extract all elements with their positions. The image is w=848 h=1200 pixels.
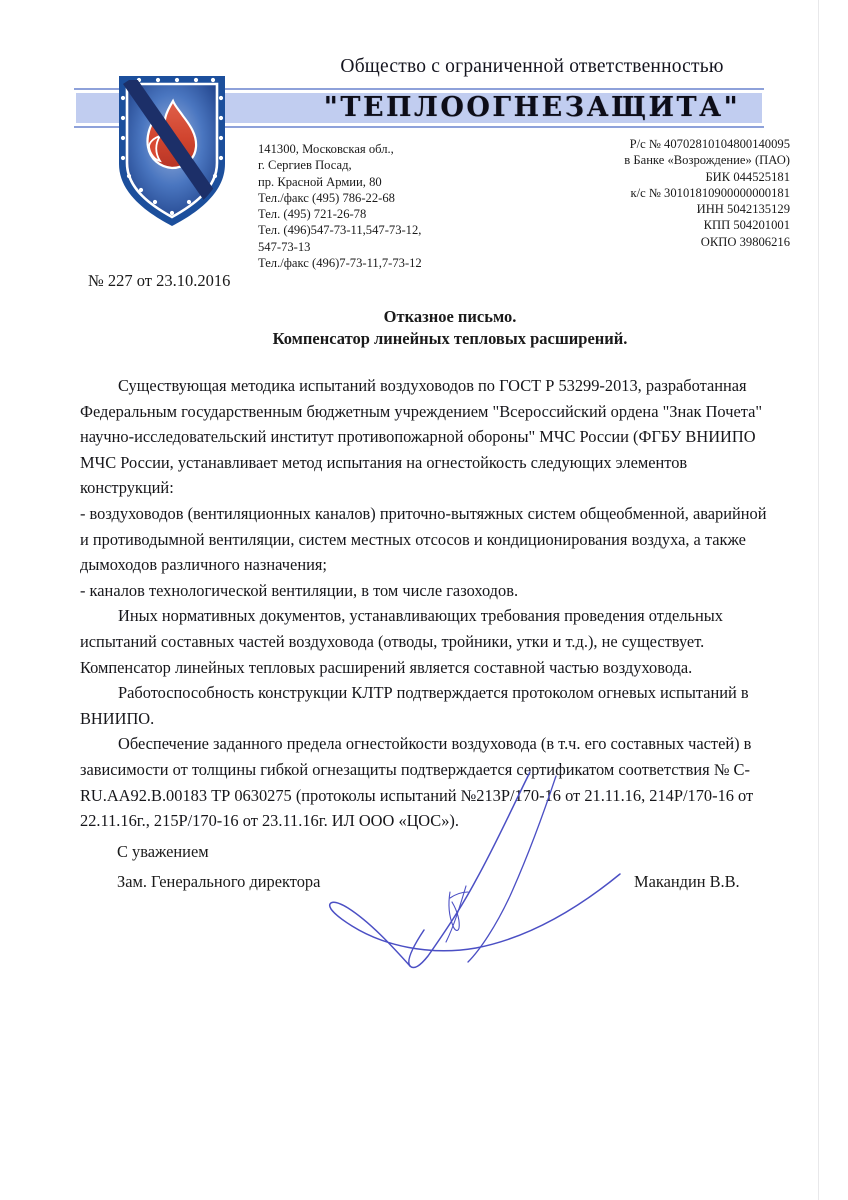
address-line: Тел. (495) 721-26-78 [258, 207, 367, 222]
address-line: Тел./факс (495) 786-22-68 [258, 190, 395, 205]
organization-name: "ТЕПЛООГНЕЗАЩИТА" [323, 92, 741, 123]
address-line: 547-73-13 [258, 239, 311, 254]
organization-type: Общество с ограниченной ответственностью [340, 56, 724, 77]
bank-detail-line: в Банке «Возрождение» (ПАО) [624, 153, 790, 168]
letter-body [80, 373, 768, 834]
bank-details-block [624, 136, 790, 250]
document-title [150, 306, 750, 350]
body-paragraph-2: - воздуховодов (вентиляционных каналов) приточно-вытяжных систем общеобменной, аварийной и противодымной вентиляции, систем местных отсосов и кондиционирования воздуха, а также дымоходов различного назначения; [80, 503, 767, 575]
bank-detail-line: БИК 044525181 [705, 169, 790, 184]
address-line: Тел. (496)547-73-11,547-73-12, [258, 223, 422, 238]
body-paragraph-1: Существующая методика испытаний воздуховодов по ГОСТ Р 53299-2013, разработанная Федеральным государственным бюджетным учреждением "Всероссийский ордена "Знак Почета" научно-исследовательский институт противопожарной обороны" МЧС России (ФГБУ ВНИИПО МЧС России, устанавливает метод испытания на огнестойкость следующих элементов конструкций: [80, 376, 763, 498]
bank-detail-line: Р/с № 40702810104800140095 [629, 137, 790, 151]
document-number: № 227 от 23.10.2016 [88, 271, 231, 290]
body-paragraph-6: Обеспечение заданного предела огнестойкости воздуховода (в т.ч. его составных частей) в зависимости от толщины гибкой огнезащиты подтверждается сертификатом соответствия № C-RU.AA92.B.00183 ТР 0630275 (протоколы испытаний №213Р/170-16 от 21.11.16, 214Р/170-16 от 22.11.16г., 215Р/170-16 от 23.11.16г. ИЛ ООО «ЦОС»). [80, 734, 754, 831]
body-paragraph-4: Иных нормативных документов, устанавливающих требования проведения отдельных испытаний составных частей воздуховода (отводы, тройники, утки и т.д.), не существует. Компенсатор линейных тепловых расширений является составной частью воздуховода. [80, 606, 723, 677]
address-line: г. Сергиев Посад, [258, 158, 352, 173]
body-paragraph-3: - каналов технологической вентиляции, в том числе газоходов. [80, 580, 519, 600]
bank-detail-line: к/с № 30101810900000000181 [630, 185, 790, 200]
bank-detail-line: ОКПО 39806216 [700, 234, 790, 249]
signatory-role: Зам. Генерального директора [117, 872, 321, 891]
address-line: Тел./факс (496)7-73-11,7-73-12 [258, 256, 422, 271]
bank-detail-line: КПП 504201001 [703, 218, 790, 233]
bank-detail-line: ИНН 5042135129 [696, 202, 790, 217]
address-line: 141300, Московская обл., [258, 142, 394, 156]
shield-flame-logo-icon [113, 68, 231, 228]
body-paragraph-5: Работоспособность конструкции КЛТР подтверждается протоколом огневых испытаний в ВНИИПО. [80, 683, 749, 728]
signatory-name: Макандин В.В. [634, 872, 740, 891]
document-title-line-1: Отказное письмо. [383, 307, 517, 326]
address-line: пр. Красной Армии, 80 [258, 174, 382, 189]
document-title-line-2: Компенсатор линейных тепловых расширений. [272, 329, 628, 348]
address-block [258, 141, 422, 271]
letterhead [0, 0, 848, 270]
regards-line: С уважением [117, 842, 209, 861]
